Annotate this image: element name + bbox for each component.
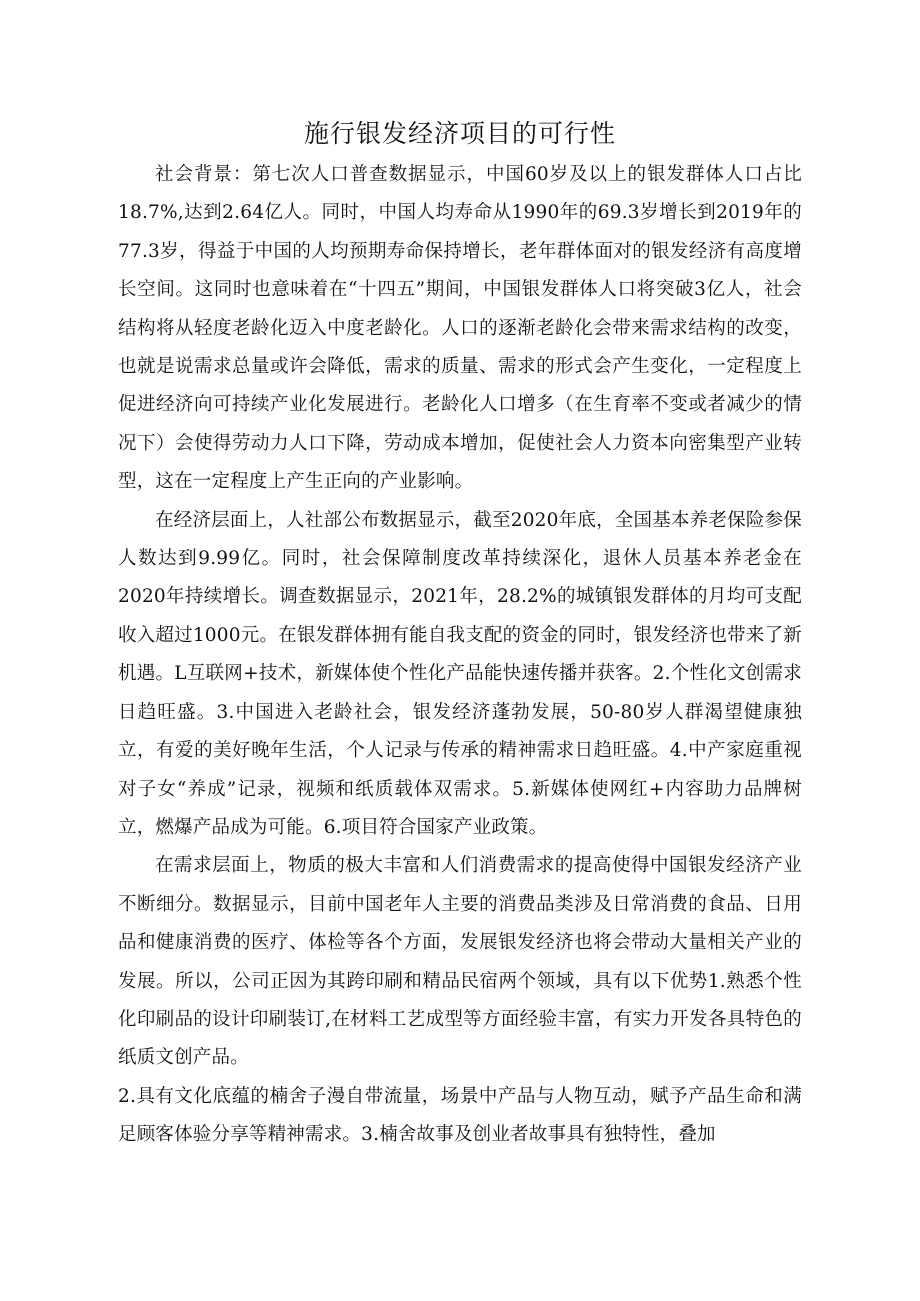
document-title: 施行银发经济项目的可行性 [303,119,616,148]
paragraph-economic-level: 在经济层面上，人社部公布数据显示，截至2020年底，全国基本养老保险参保人数达到9.99亿。同时，社会保障制度改革持续深化，退休人员基本养老金在2020年持续增长。调查数据显示，2021年，28.2%的城镇银发群体的月均可支配收入超过1000元。在银发群体拥有能自我支配的资金的同时，银发经济也带来了新机遇。L互联网+技术，新媒体使个性化产品能快速传播并获客。2.个性化文创需求日趋旺盛。3.中国进入老龄社会，银发经济蓬勃发展，50-80岁人群渴望健康独立，有爱的美好晚年生活，个人记录与传承的精神需求日趋旺盛。4.中产家庭重视对子女“养成”记录，视频和纸质载体双需求。5.新媒体使网红+内容助力品牌树立，燃爆产品成为可能。6.项目符合国家产业政策。 [118,509,802,838]
paragraph-demand-level: 在需求层面上，物质的极大丰富和人们消费需求的提高使得中国银发经济产业不断细分。数据显示，目前中国老年人主要的消费品类涉及日常消费的食品、日用品和健康消费的医疗、体检等各个方面，发展银发经济也将会带动大量相关产业的发展。所以，公司正因为其跨印刷和精品民宿两个领域，具有以下优势1.熟悉个性化印刷品的设计印刷装订,在材料工艺成型等方面经验丰富，有实力开发各具特色的纸质文创产品。 [118,855,802,1069]
paragraph-social-background: 社会背景：第七次人口普查数据显示，中国60岁及以上的银发群体人口占比18.7%,达到2.64亿人。同时，中国人均寿命从1990年的69.3岁增长到2019年的77.3岁，得益于中国的人均预期寿命保持增长，老年群体面对的银发经济有高度增长空间。这同时也意味着在“十四五”期间，中国银发群体人口将突破3亿人，社会结构将从轻度老龄化迈入中度老龄化。人口的逐渐老龄化会带来需求结构的改变，也就是说需求总量或许会降低，需求的质量、需求的形式会产生变化，一定程度上促进经济向可持续产业化发展进行。老龄化人口增多（在生育率不变或者减少的情况下）会使得劳动力人口下降，劳动成本增加，促使社会人力资本向密集型产业转型，这在一定程度上产生正向的产业影响。 [118,164,802,493]
document-page [118,108,802,1155]
paragraph-advantages-continued: 2.具有文化底蕴的楠舍子漫自带流量，场景中产品与人物互动，赋予产品生命和满足顾客体验分享等精神需求。3.楠舍故事及创业者故事具有独特性，叠加 [118,1085,802,1146]
